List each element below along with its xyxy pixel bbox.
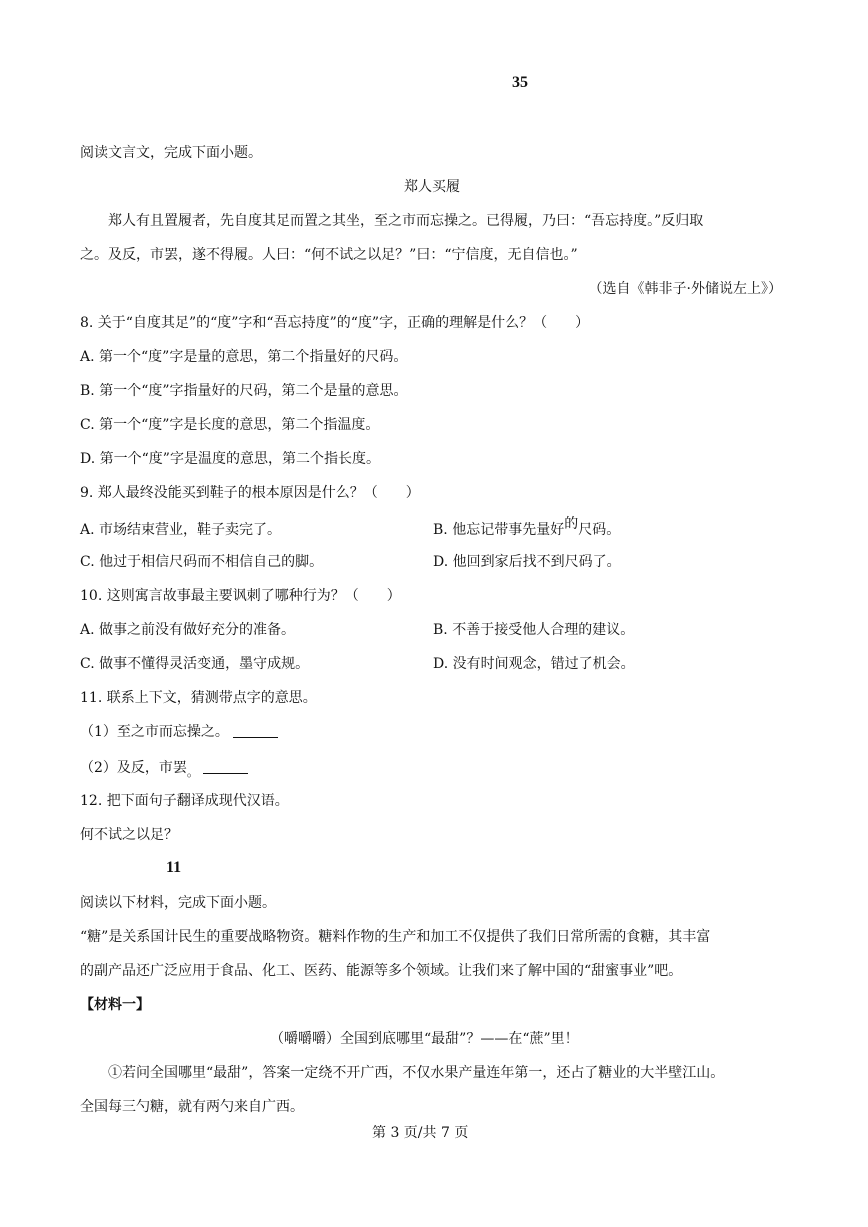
question-9-stem: 9. 郑人最终没能买到鞋子的根本原因是什么？（ ） <box>80 485 420 501</box>
question-11-stem: 11. 联系上下文，猜测带点字的意思。 <box>80 690 317 706</box>
page-number-mid: 11 <box>166 859 182 876</box>
material-title: （嚼嚼嚼）全国到底哪里“最甜”？——在“蔗”里！ <box>270 1031 579 1047</box>
question-10-option-c[interactable]: C. 做事不懂得灵活变通，墨守成规。 <box>80 656 310 672</box>
section-2-para-line-1: “糖”是关系国计民生的重要战略物资。糖料作物的生产和加工不仅提供了我们日常所需的食糖，其丰富 <box>80 929 711 945</box>
material-line-1: ①若问全国哪里“最甜”，答案一定绕不开广西，不仅水果产量连年第一，还占了糖业的大半壁江山。 <box>108 1065 725 1081</box>
question-8-option-a[interactable]: A. 第一个“度”字是量的意思，第二个指量好的尺码。 <box>80 349 408 365</box>
question-11-item-2 <box>80 758 248 778</box>
question-12-sentence: 何不试之以足？ <box>80 827 178 843</box>
material-line-2: 全国每三勺糖，就有两勺来自广西。 <box>80 1099 304 1115</box>
question-11-item-1-text: （1）至之市而忘操之。 <box>80 724 229 740</box>
answer-blank-2[interactable] <box>203 759 248 774</box>
material-label: 【材料一】 <box>80 997 150 1013</box>
question-8-option-c[interactable]: C. 第一个“度”字是长度的意思，第二个指温度。 <box>80 417 380 433</box>
question-8-stem: 8. 关于“自度其足”的“度”字和“吾忘持度”的“度”字，正确的理解是什么？（ ） <box>80 315 590 331</box>
question-9-option-b-sup: 的 <box>564 516 579 532</box>
question-9-option-b[interactable] <box>433 516 621 540</box>
answer-blank-1[interactable] <box>233 723 278 738</box>
question-11-item-2-text: （2）及反，市罢 <box>80 760 187 776</box>
question-10-stem: 10. 这则寓言故事最主要讽刺了哪种行为？（ ） <box>80 588 401 604</box>
passage-source: （选自《韩非子·外储说左上》） <box>588 281 782 297</box>
passage-line-2: 之。及反，市罢，遂不得履。人曰：“何不试之以足？”曰：“宁信度，无自信也。” <box>80 247 578 263</box>
question-9-option-d[interactable]: D. 他回到家后找不到尺码了。 <box>433 554 621 570</box>
passage-line-1: 郑人有且置履者，先自度其足而置之其坐，至之市而忘操之。已得履，乃曰：“吾忘持度。”反归取 <box>108 213 704 229</box>
question-9-option-b-pre: B. 他忘记带事先量好 <box>433 522 565 538</box>
question-10-option-d[interactable]: D. 没有时间观念，错过了机会。 <box>433 656 635 672</box>
question-10-option-a[interactable]: A. 做事之前没有做好充分的准备。 <box>80 622 296 638</box>
question-11-item-1 <box>80 722 278 742</box>
question-9-option-c[interactable]: C. 他过于相信尺码而不相信自己的脚。 <box>80 554 324 570</box>
question-11-item-2-mark: 。 <box>186 765 199 779</box>
question-10-option-b[interactable]: B. 不善于接受他人合理的建议。 <box>433 622 635 638</box>
question-9-option-a[interactable]: A. 市场结束营业，鞋子卖完了。 <box>80 522 282 538</box>
section-intro: 阅读文言文，完成下面小题。 <box>80 145 262 161</box>
question-8-option-d[interactable]: D. 第一个“度”字是温度的意思，第二个指长度。 <box>80 451 380 467</box>
section-2-para-line-2: 的副产品还广泛应用于食品、化工、医药、能源等多个领域。让我们来了解中国的“甜蜜事业”吧。 <box>80 963 683 979</box>
passage-title: 郑人买履 <box>404 179 460 195</box>
question-8-option-b[interactable]: B. 第一个“度”字指量好的尺码，第二个是量的意思。 <box>80 383 408 399</box>
question-12-stem: 12. 把下面句子翻译成现代汉语。 <box>80 793 289 809</box>
page-number-top: 35 <box>512 74 528 91</box>
question-9-option-b-post: 尺码。 <box>578 522 621 538</box>
page-footer: 第 3 页/共 7 页 <box>372 1125 469 1141</box>
section-2-intro: 阅读以下材料，完成下面小题。 <box>80 895 276 911</box>
